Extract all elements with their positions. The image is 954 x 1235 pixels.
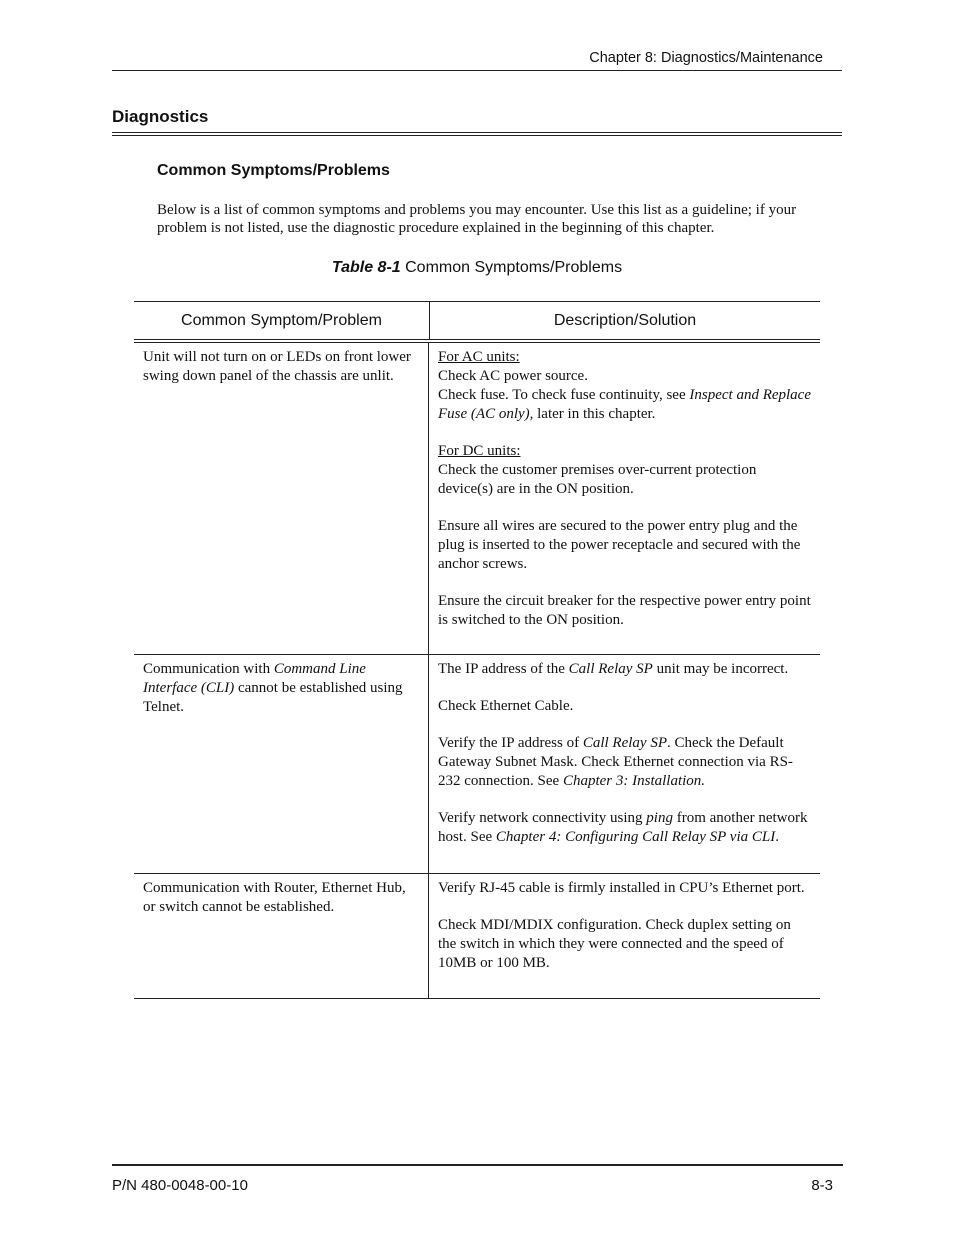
solution-paragraph: Ensure all wires are secured to the power entry plug and the plug is inserted to the power receptacle and secured with the anchor screws. [438,518,801,572]
symptom-text: Communication with Router, Ethernet Hub, or switch cannot be established. [143,880,406,915]
subsection-title: Common Symptoms/Problems [157,162,390,179]
solution-text: . [775,829,779,845]
symptom-text: Unit will not turn on or LEDs on front lower swing down panel of the chassis are unlit. [143,349,411,384]
table-row [134,655,820,874]
solution-paragraph [438,734,812,791]
symptom-cell [134,343,429,654]
table-row [134,343,820,655]
ac-units-heading: For AC units: [438,349,520,365]
symptom-text: cannot be established using Telnet. [143,680,403,715]
solution-text: from another network host. See [438,810,808,845]
solution-paragraph: Check MDI/MDIX configuration. Check duplex setting on the switch in which they were connected and the speed of 10MB or 100 MB. [438,917,791,971]
product-name: Call Relay SP [568,661,653,677]
solution-text: Verify the IP address of [438,735,583,751]
table-header [134,301,820,340]
symptoms-table [134,301,820,999]
solution-text: Check AC power source. [438,368,588,384]
table-caption-number: Table 8-1 [331,259,401,276]
cross-reference: Command Line Interface (CLI) [143,661,366,696]
cross-reference: Inspect and Replace Fuse (AC only) [438,387,811,422]
solution-text: unit may be incorrect. [652,661,789,677]
solution-text: Verify network connectivity using [438,810,647,826]
solution-text: Check the customer premises over-current protection device(s) are in the ON position. [438,462,757,497]
section-rule [112,132,842,136]
header-rule [112,70,842,71]
solution-cell [429,655,820,873]
solution-paragraph [438,809,812,847]
section-title: Diagnostics [112,107,209,126]
table-row [134,874,820,999]
solution-paragraph [438,348,812,424]
solution-paragraph: Verify RJ-45 cable is firmly installed in CPU’s Ethernet port. [438,880,805,896]
column-header-symptom: Common Symptom/Problem [134,302,430,339]
solution-text: , later in this chapter. [529,406,656,422]
solution-paragraph [438,442,812,499]
solution-text: Check fuse. To check fuse continuity, see [438,387,690,403]
symptom-cell [134,874,429,998]
solution-paragraph: Check Ethernet Cable. [438,698,574,714]
cross-reference: Chapter 3: Installation. [562,773,706,789]
command-name: ping [646,810,673,826]
footer-rule [112,1164,843,1166]
solution-text: . Check the Default Gateway Subnet Mask. Check Ethernet connection via RS-232 connection. See [438,735,793,789]
table-caption-title: Common Symptoms/Problems [405,259,623,276]
column-header-solution: Description/Solution [553,311,697,329]
symptom-text: Communication with [143,661,274,677]
cross-reference: Chapter 4: Configuring Call Relay SP via CLI [495,829,776,845]
page-number: 8-3 [811,1177,833,1194]
running-header: Chapter 8: Diagnostics/Maintenance [589,50,823,66]
dc-units-heading: For DC units: [438,443,521,459]
solution-text: The IP address of the [438,661,569,677]
product-name: Call Relay SP [582,735,667,751]
table-caption [0,259,954,277]
solution-cell [429,343,820,654]
solution-paragraph [438,660,812,679]
symptom-cell [134,655,429,873]
part-number: P/N 480-0048-00-10 [112,1177,248,1194]
intro-paragraph: Below is a list of common symptoms and problems you may encounter. Use this list as a guideline; if your problem is not listed, use the diagnostic procedure explained in the beginning of this chapter. [157,202,797,236]
solution-cell [429,874,820,998]
solution-paragraph: Ensure the circuit breaker for the respective power entry point is switched to the ON position. [438,593,811,628]
